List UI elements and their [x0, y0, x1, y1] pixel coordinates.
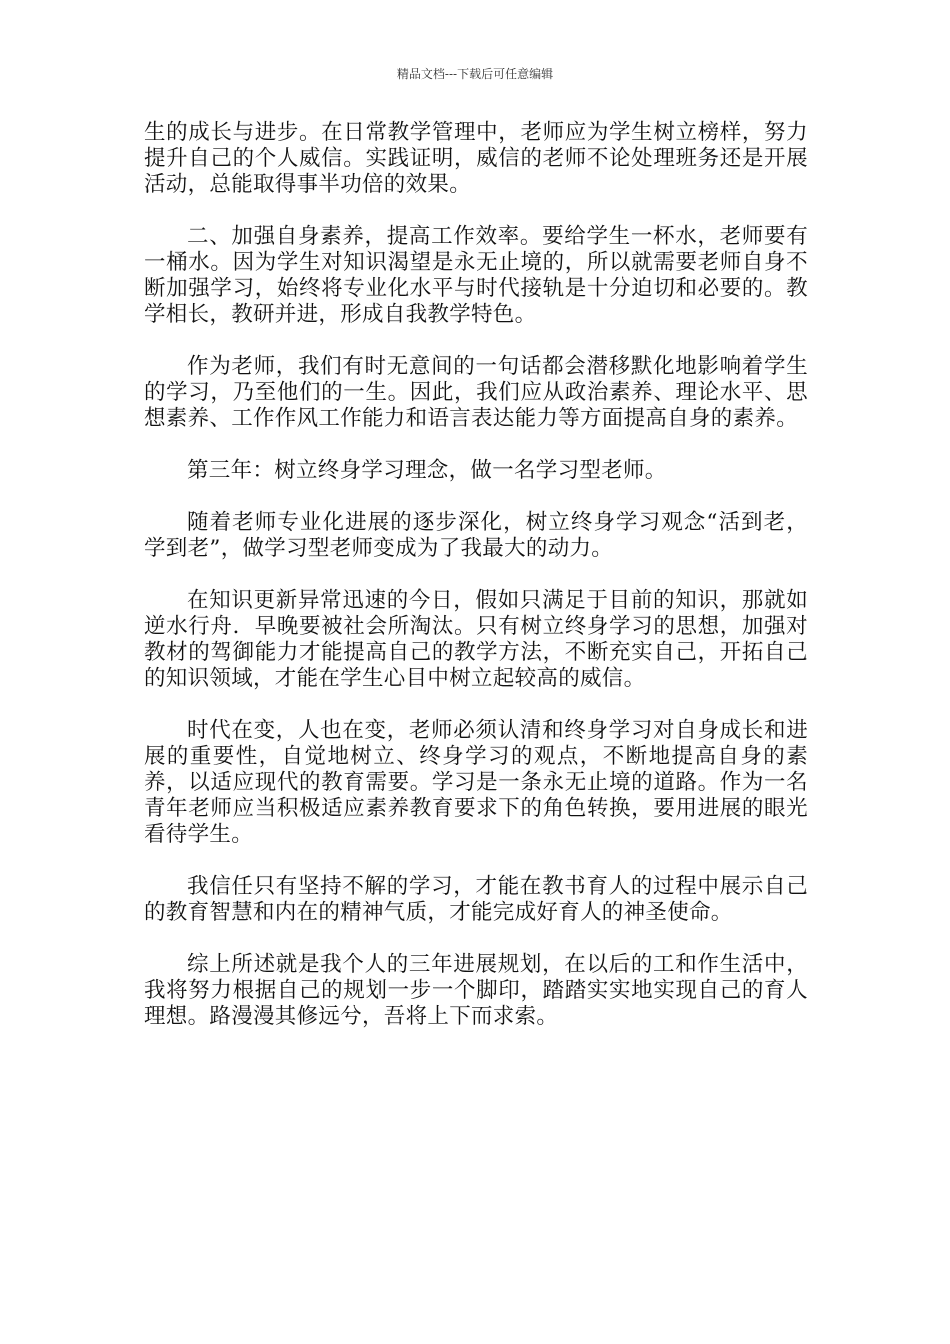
- section-heading-third-year: 第三年：树立终身学习理念，做一名学习型老师。: [187, 458, 667, 483]
- paragraph-8: 我信任只有坚持不解的学习，才能在教书育人的过程中展示自己的教育智慧和内在的精神气质，才能完成好育人的神圣使命。: [144, 874, 808, 925]
- paragraph-1: 生的成长与进步。在日常教学管理中，老师应为学生树立榜样，努力提升自己的个人威信。实践证明，威信的老师不论处理班务还是开展活动，总能取得事半功倍的效果。: [144, 120, 808, 197]
- paragraph-7: 时代在变，人也在变，老师必须认清和终身学习对自身成长和进展的重要性，自觉地树立、终身学习的观点，不断地提高自身的素养，以适应现代的教育需要。学习是一条永无止境的道路。作为一名青年老师应当积极适应素养教育要求下的角色转换，要用进展的眼光看待学生。: [144, 718, 808, 847]
- paragraph-2: 二、加强自身素养，提高工作效率。要给学生一杯水，老师要有一桶水。因为学生对知识渴望是永无止境的，所以就需要老师自身不断加强学习，始终将专业化水平与时代接轨是十分迫切和必要的。教学相长，教研并进，形成自我教学特色。: [144, 224, 808, 327]
- paragraph-9: 综上所述就是我个人的三年进展规划，在以后的工和作生活中，我将努力根据自己的规划一步一个脚印，踏踏实实地实现自己的育人理想。路漫漫其修远兮，吾将上下而求索。: [144, 952, 808, 1029]
- paragraph-6: 在知识更新异常迅速的今日，假如只满足于目前的知识，那就如逆水行舟．早晚要被社会所淘汰。只有树立终身学习的思想，加强对教材的驾御能力才能提高自己的教学方法，不断充实自己，开拓自己的知识领域，才能在学生心目中树立起较高的威信。: [144, 588, 808, 691]
- paragraph-5: 随着老师专业化进展的逐步深化，树立终身学习观念“活到老，学到老”，做学习型老师变成为了我最大的动力。: [144, 510, 808, 561]
- paragraph-3: 作为老师，我们有时无意间的一句话都会潜移默化地影响着学生的学习，乃至他们的一生。因此，我们应从政治素养、理论水平、思想素养、工作作风工作能力和语言表达能力等方面提高自身的素养。: [144, 354, 808, 431]
- document-body: [144, 120, 808, 1056]
- page-header: 精品文档---下载后可任意编辑: [396, 67, 554, 81]
